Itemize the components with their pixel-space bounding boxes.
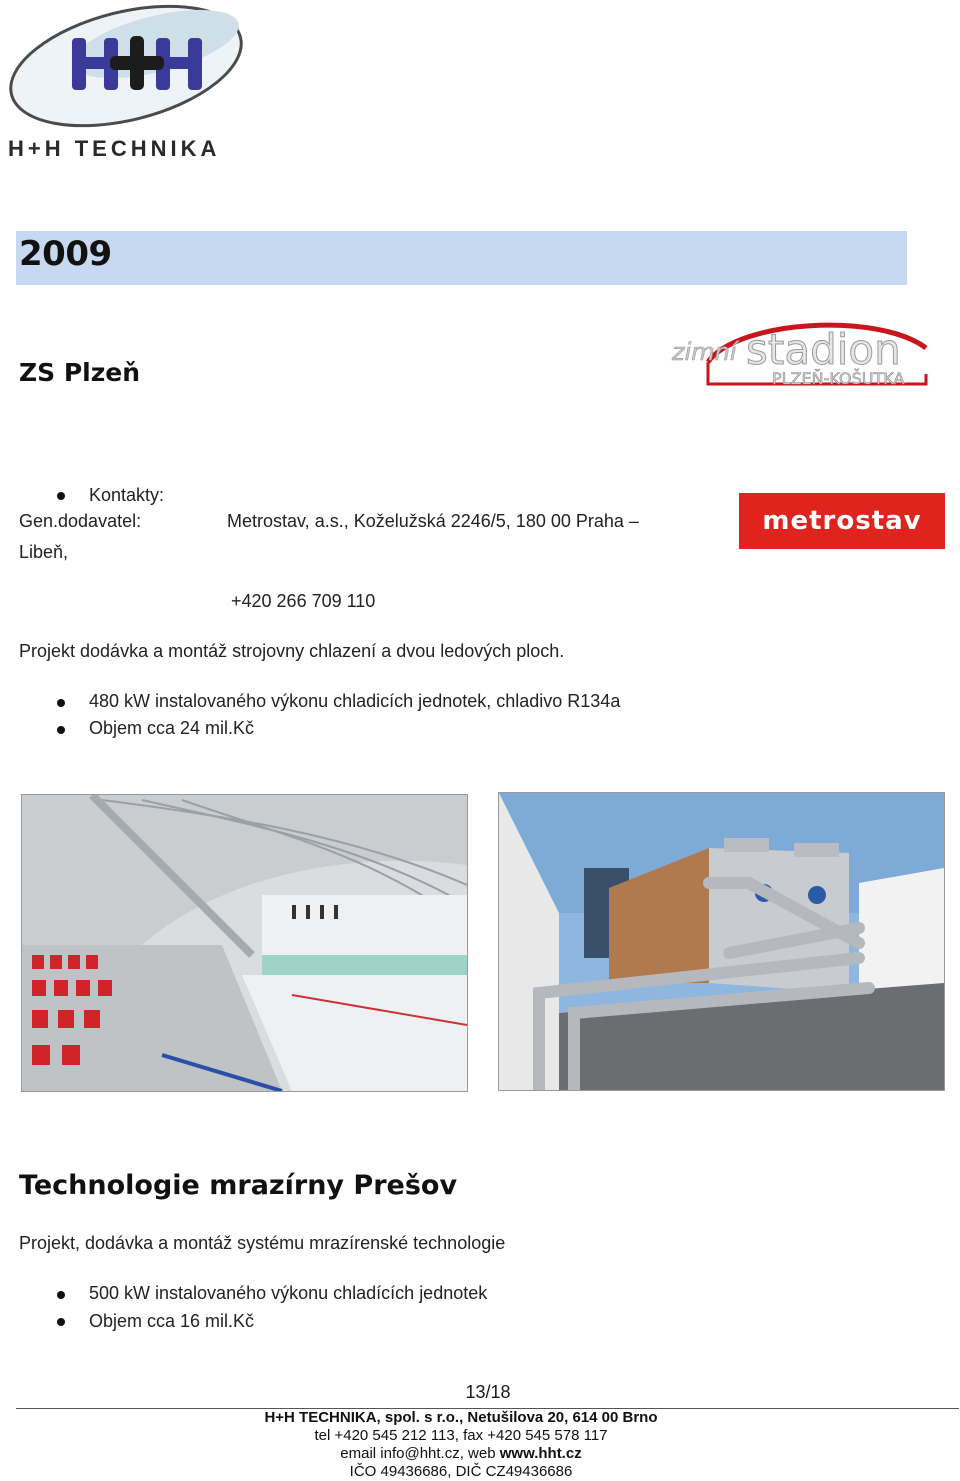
footer-phone: tel +420 545 212 113, fax +420 545 578 117	[314, 1427, 608, 1444]
project2-title: Technologie mrazírny Prešov	[19, 1170, 458, 1201]
page-number: 13/18	[465, 1382, 511, 1402]
footer-web-link[interactable]: www.hht.cz	[499, 1445, 582, 1462]
gen-contractor-value-cont: Libeň,	[19, 542, 69, 562]
gen-contractor-label: Gen.dodavatel:	[19, 511, 142, 531]
footer-email: email info@hht.cz, web	[340, 1445, 500, 1462]
bullet-item: 500 kW instalovaného výkonu chladících jednotek	[89, 1283, 488, 1303]
bullet	[57, 699, 65, 707]
footer-ids: IČO 49436686, DIČ CZ49436686	[349, 1463, 573, 1480]
svg-text:PLZEŇ-KOŠUTKA: PLZEŇ-KOŠUTKA	[772, 369, 905, 388]
year-heading: 2009	[19, 234, 112, 274]
phone-number: +420 266 709 110	[231, 591, 376, 611]
bullet	[57, 1291, 65, 1299]
company-wordmark: H+H TECHNIKA	[8, 136, 221, 161]
cooling-units-photo	[498, 792, 945, 1091]
project-description: Projekt dodávka a montáž strojovny chlazení a dvou ledových ploch.	[19, 641, 565, 661]
footer-contact	[0, 1445, 922, 1462]
ice-rink-photo	[21, 794, 468, 1092]
project-title: ZS Plzeň	[19, 358, 141, 387]
svg-text:zimní: zimní	[672, 338, 737, 366]
contacts-label: Kontakty:	[89, 485, 165, 505]
footer-company: H+H TECHNIKA, spol. s r.o., Netušilova 20, 614 00 Brno	[264, 1409, 658, 1426]
bullet-item: Objem cca 24 mil.Kč	[89, 718, 255, 738]
bullet-item: Objem cca 16 mil.Kč	[89, 1311, 255, 1331]
bullet-item: 480 kW instalovaného výkonu chladicích jednotek, chladivo R134a	[89, 691, 621, 711]
metrostav-logo: metrostav	[739, 493, 945, 549]
project2-description: Projekt, dodávka a montáž systému mrazírenské technologie	[19, 1233, 506, 1253]
bullet	[57, 492, 65, 500]
gen-contractor-value: Metrostav, a.s., Koželužská 2246/5, 180 00 Praha –	[227, 511, 639, 531]
bullet	[57, 1318, 65, 1326]
stadium-logo	[668, 314, 948, 394]
svg-text:stadion: stadion	[746, 325, 901, 374]
bullet	[57, 726, 65, 734]
year-banner	[16, 231, 907, 285]
